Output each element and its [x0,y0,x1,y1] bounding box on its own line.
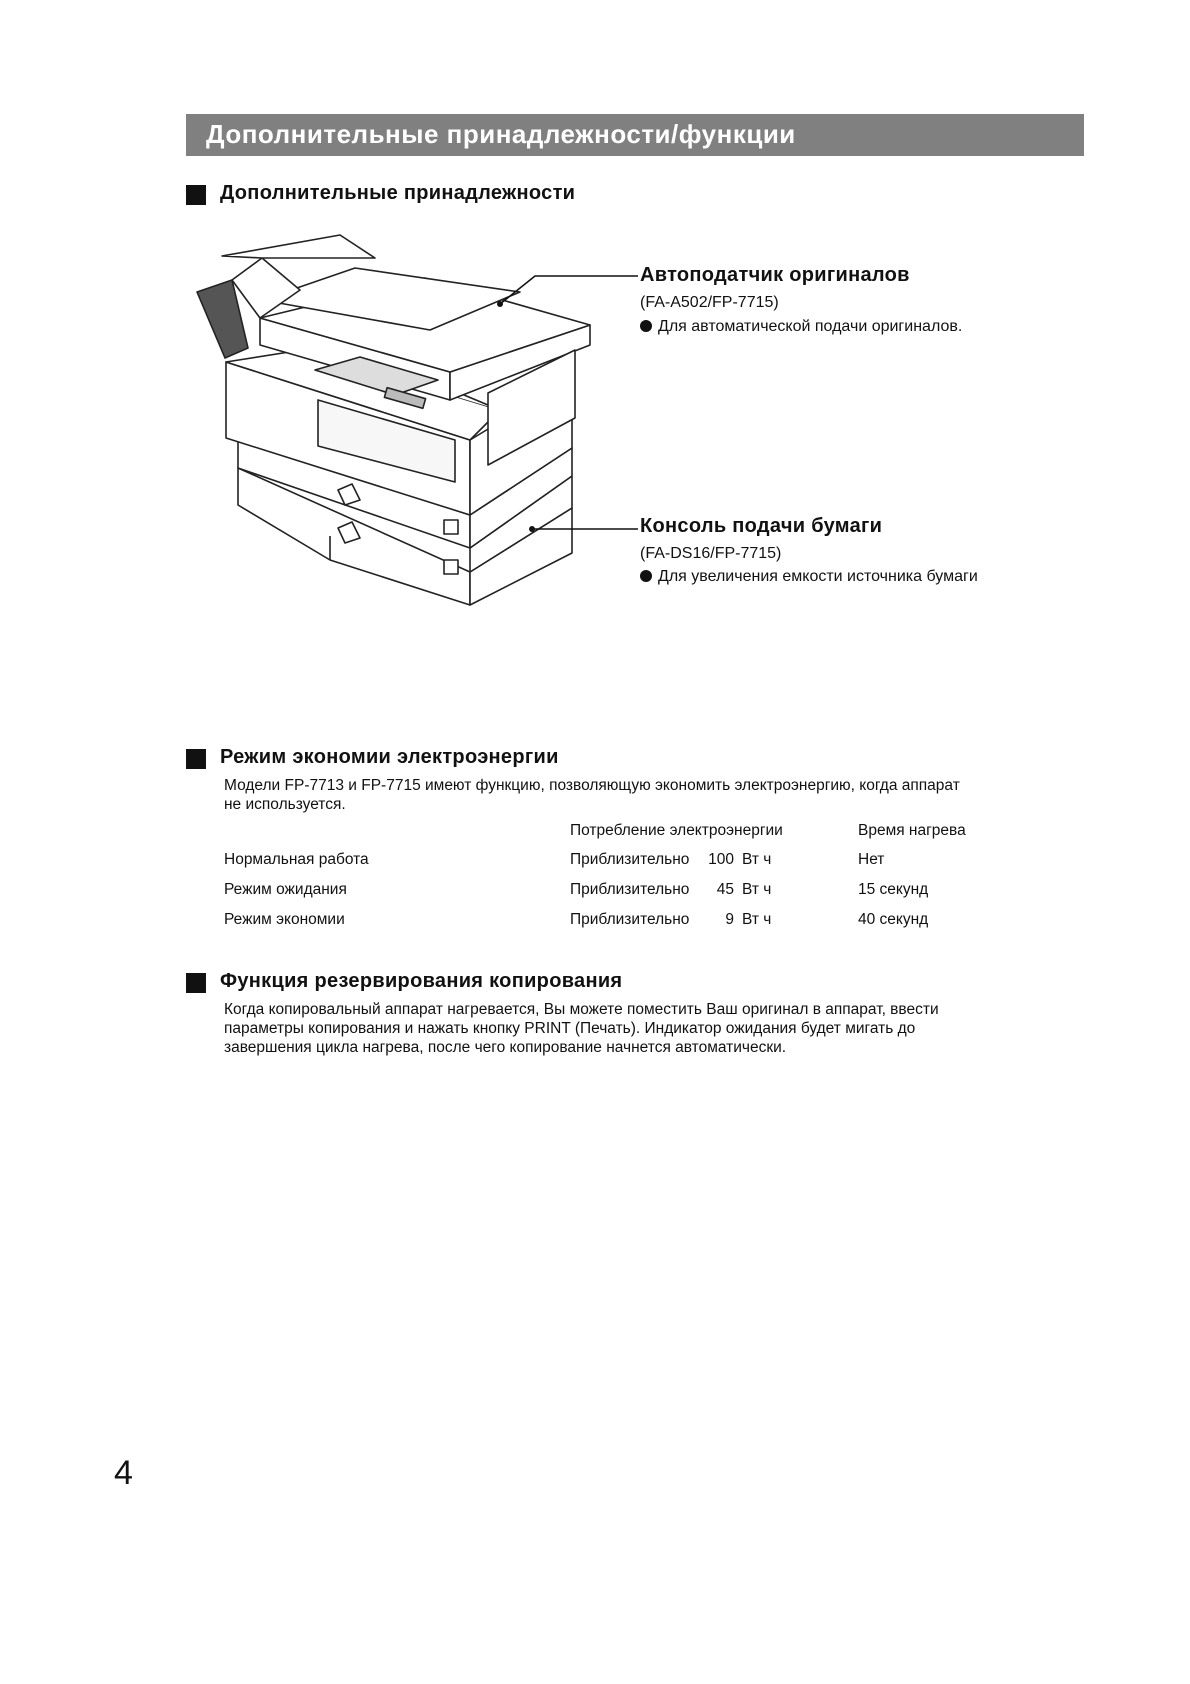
row-mode: Режим экономии [224,911,345,928]
adf-callout-line [500,276,638,304]
section-bullet-icon [186,973,206,993]
copy-reservation-line3: завершения цикла нагрева, после чего копирование начнется автоматически. [224,1039,787,1056]
row-power-prefix: Приблизительно [570,911,690,928]
row-warmup: 15 секунд [858,881,929,898]
copy-reservation-line1: Когда копировальный аппарат нагревается, Вы можете поместить Ваш оригинал в аппарат, ввести [224,1001,939,1018]
console-model: (FA-DS16/FP-7715) [640,545,782,562]
row-mode: Нормальная работа [224,851,369,868]
row-power-unit: Вт ч [742,881,772,898]
copy-reservation-text [224,1000,1074,1057]
section-heading-copy-reservation: Функция резервирования копирования [220,970,623,992]
bullet-icon [640,570,652,582]
row-mode: Режим ожидания [224,881,347,898]
column-header-power: Потребление электроэнергии [570,822,783,839]
adf-model: (FA-A502/FP-7715) [640,294,779,311]
column-header-warmup: Время нагрева [858,822,966,839]
section-bullet-icon [186,749,206,769]
copy-reservation-line2: параметры копирования и нажать кнопку PRINT (Печать). Индикатор ожидания будет мигать до [224,1020,916,1037]
row-power-value: 45 [716,881,734,898]
row-warmup: 40 секунд [858,911,929,928]
adf-description-text: Для автоматической подачи оригиналов. [658,318,963,335]
page-title: Дополнительные принадлежности/функции [206,119,796,149]
copier-illustration [0,0,1190,700]
section-heading-accessories: Дополнительные принадлежности [220,182,576,204]
row-power-unit: Вт ч [742,851,772,868]
console-description [640,568,978,586]
row-power-prefix: Приблизительно [570,881,690,898]
console-title: Консоль подачи бумаги [640,515,883,537]
row-power-value: 9 [725,911,734,928]
adf-description [640,318,962,336]
energy-saver-intro-line1: Модели FP-7713 и FP-7715 имеют функцию, позволяющую экономить электроэнергию, когда аппарат [224,777,960,794]
row-power-unit: Вт ч [742,911,772,928]
section-heading-energy-saver: Режим экономии электроэнергии [220,746,559,768]
bullet-icon [640,320,652,332]
energy-saver-intro-line2: не используется. [224,796,346,813]
console-description-text: Для увеличения емкости источника бумаги [658,568,978,585]
row-warmup: Нет [858,851,885,868]
page-number: 4 [114,1454,133,1492]
energy-saver-intro [224,776,1074,814]
adf-title: Автоподатчик оригиналов [640,264,910,286]
row-power-prefix: Приблизительно [570,851,690,868]
row-power-value: 100 [708,851,734,868]
